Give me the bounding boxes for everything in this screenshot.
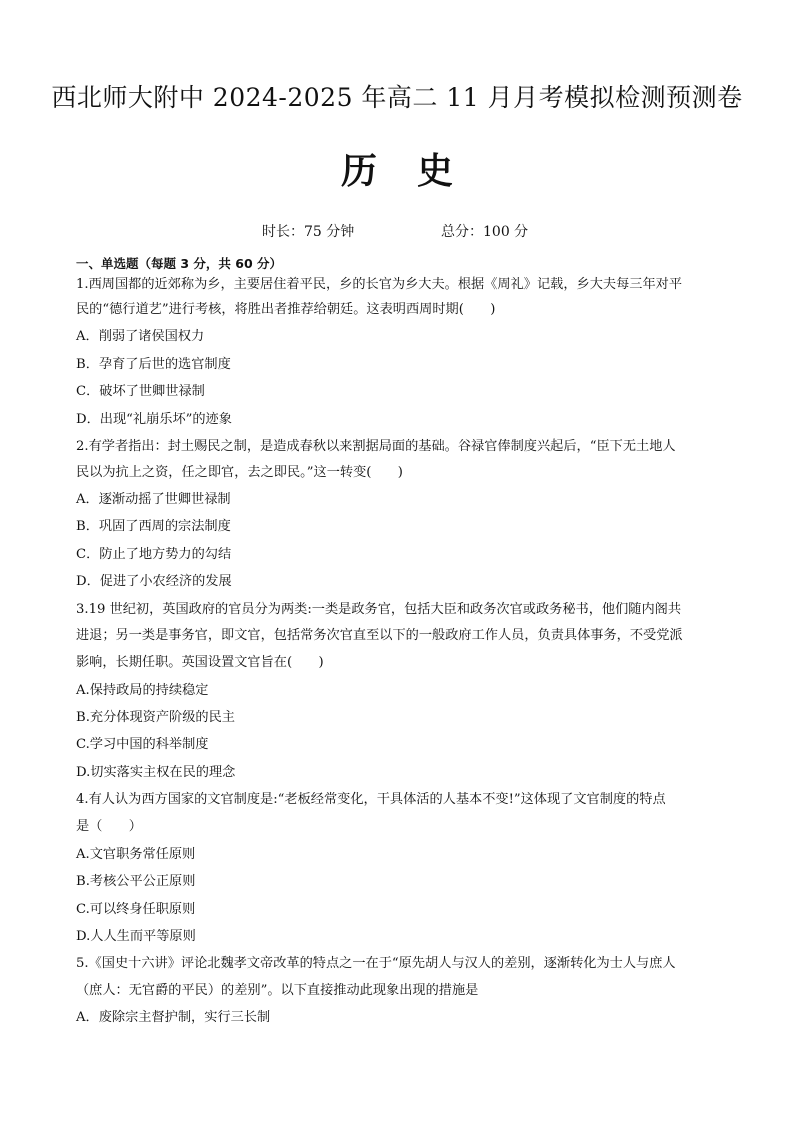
question-2-option-b: B．巩固了西周的宗法制度 [76, 519, 231, 534]
question-1-stem-line-2: 民的“德行道艺”进行考核，将胜出者推荐给朝廷。这表明西周时期( ) [76, 302, 496, 317]
question-4-stem-line-1: 4.有人认为西方国家的文官制度是:“老板经常变化，干具体活的人基本不变!”这体现了文官制度的特点 [76, 792, 666, 807]
section-heading: 一、单选题（每题 3 分，共 60 分） [76, 256, 283, 271]
question-3-stem-line-3: 影响，长期任职。英国设置文官旨在( ) [76, 655, 324, 670]
question-5-option-a: A．废除宗主督护制，实行三长制 [76, 1010, 271, 1025]
question-4-option-c: C.可以终身任职原则 [76, 902, 196, 917]
exam-duration: 时长：75 分钟 [262, 224, 355, 240]
question-1-option-c: C．破坏了世卿世禄制 [76, 384, 205, 399]
subject-char-1: 历 [340, 151, 377, 192]
question-1-option-d: D．出现“礼崩乐坏”的迹象 [76, 412, 232, 427]
question-3-stem-line-2: 进退；另一类是事务官，即文官，包括常务次官直至以下的一般政府工作人员，负责具体事务，不受党派 [76, 628, 683, 643]
question-3-option-d: D.切实落实主权在民的理念 [76, 765, 236, 780]
question-5-stem-line-2: （庶人：无官爵的平民）的差别”。以下直接推动此现象出现的措施是 [76, 983, 479, 998]
question-4-option-b: B.考核公平公正原则 [76, 874, 196, 889]
subject-heading [0, 146, 794, 198]
question-1-option-b: B．孕育了后世的选官制度 [76, 357, 231, 372]
question-1-option-a: A．削弱了诸侯国权力 [76, 329, 205, 344]
question-2-option-d: D．促进了小农经济的发展 [76, 574, 232, 589]
question-2-stem-line-1: 2.有学者指出：封土赐民之制，是造成春秋以来割据局面的基础。谷禄官俸制度兴起后，“臣下无土地人 [76, 439, 676, 454]
question-4-option-a: A.文官职务常任原则 [76, 847, 196, 862]
subject-char-2: 史 [417, 151, 454, 192]
question-4-stem-line-2: 是（ ） [76, 819, 142, 834]
question-2-stem-line-2: 民以为抗上之资，任之即官，去之即民。”这一转变( ) [76, 465, 403, 480]
question-3-stem-line-1: 3.19 世纪初，英国政府的官员分为两类:一类是政务官，包括大臣和政务次官或政务秘书，他们随内阁共 [76, 602, 682, 617]
question-3-option-a: A.保持政局的持续稳定 [76, 683, 209, 698]
exam-total-score: 总分：100 分 [441, 224, 529, 240]
question-2-option-c: C．防止了地方势力的勾结 [76, 547, 232, 562]
question-1-stem-line-1: 1.西周国都的近郊称为乡，主要居住着平民，乡的长官为乡大夫。根据《周礼》记载，乡大夫每三年对平 [76, 277, 683, 292]
question-4-option-d: D.人人生而平等原则 [76, 929, 196, 944]
exam-title: 西北师大附中 2024-2025 年高二 11 月月考模拟检测预测卷 [51, 83, 743, 112]
question-5-stem-line-1: 5.《国史十六讲》评论北魏孝文帝改革的特点之一在于“原先胡人与汉人的差别，逐渐转化为士人与庶人 [76, 956, 676, 971]
question-3-option-c: C.学习中国的科举制度 [76, 737, 209, 752]
question-2-option-a: A．逐渐动摇了世卿世禄制 [76, 492, 231, 507]
question-3-option-b: B.充分体现资产阶级的民主 [76, 710, 235, 725]
